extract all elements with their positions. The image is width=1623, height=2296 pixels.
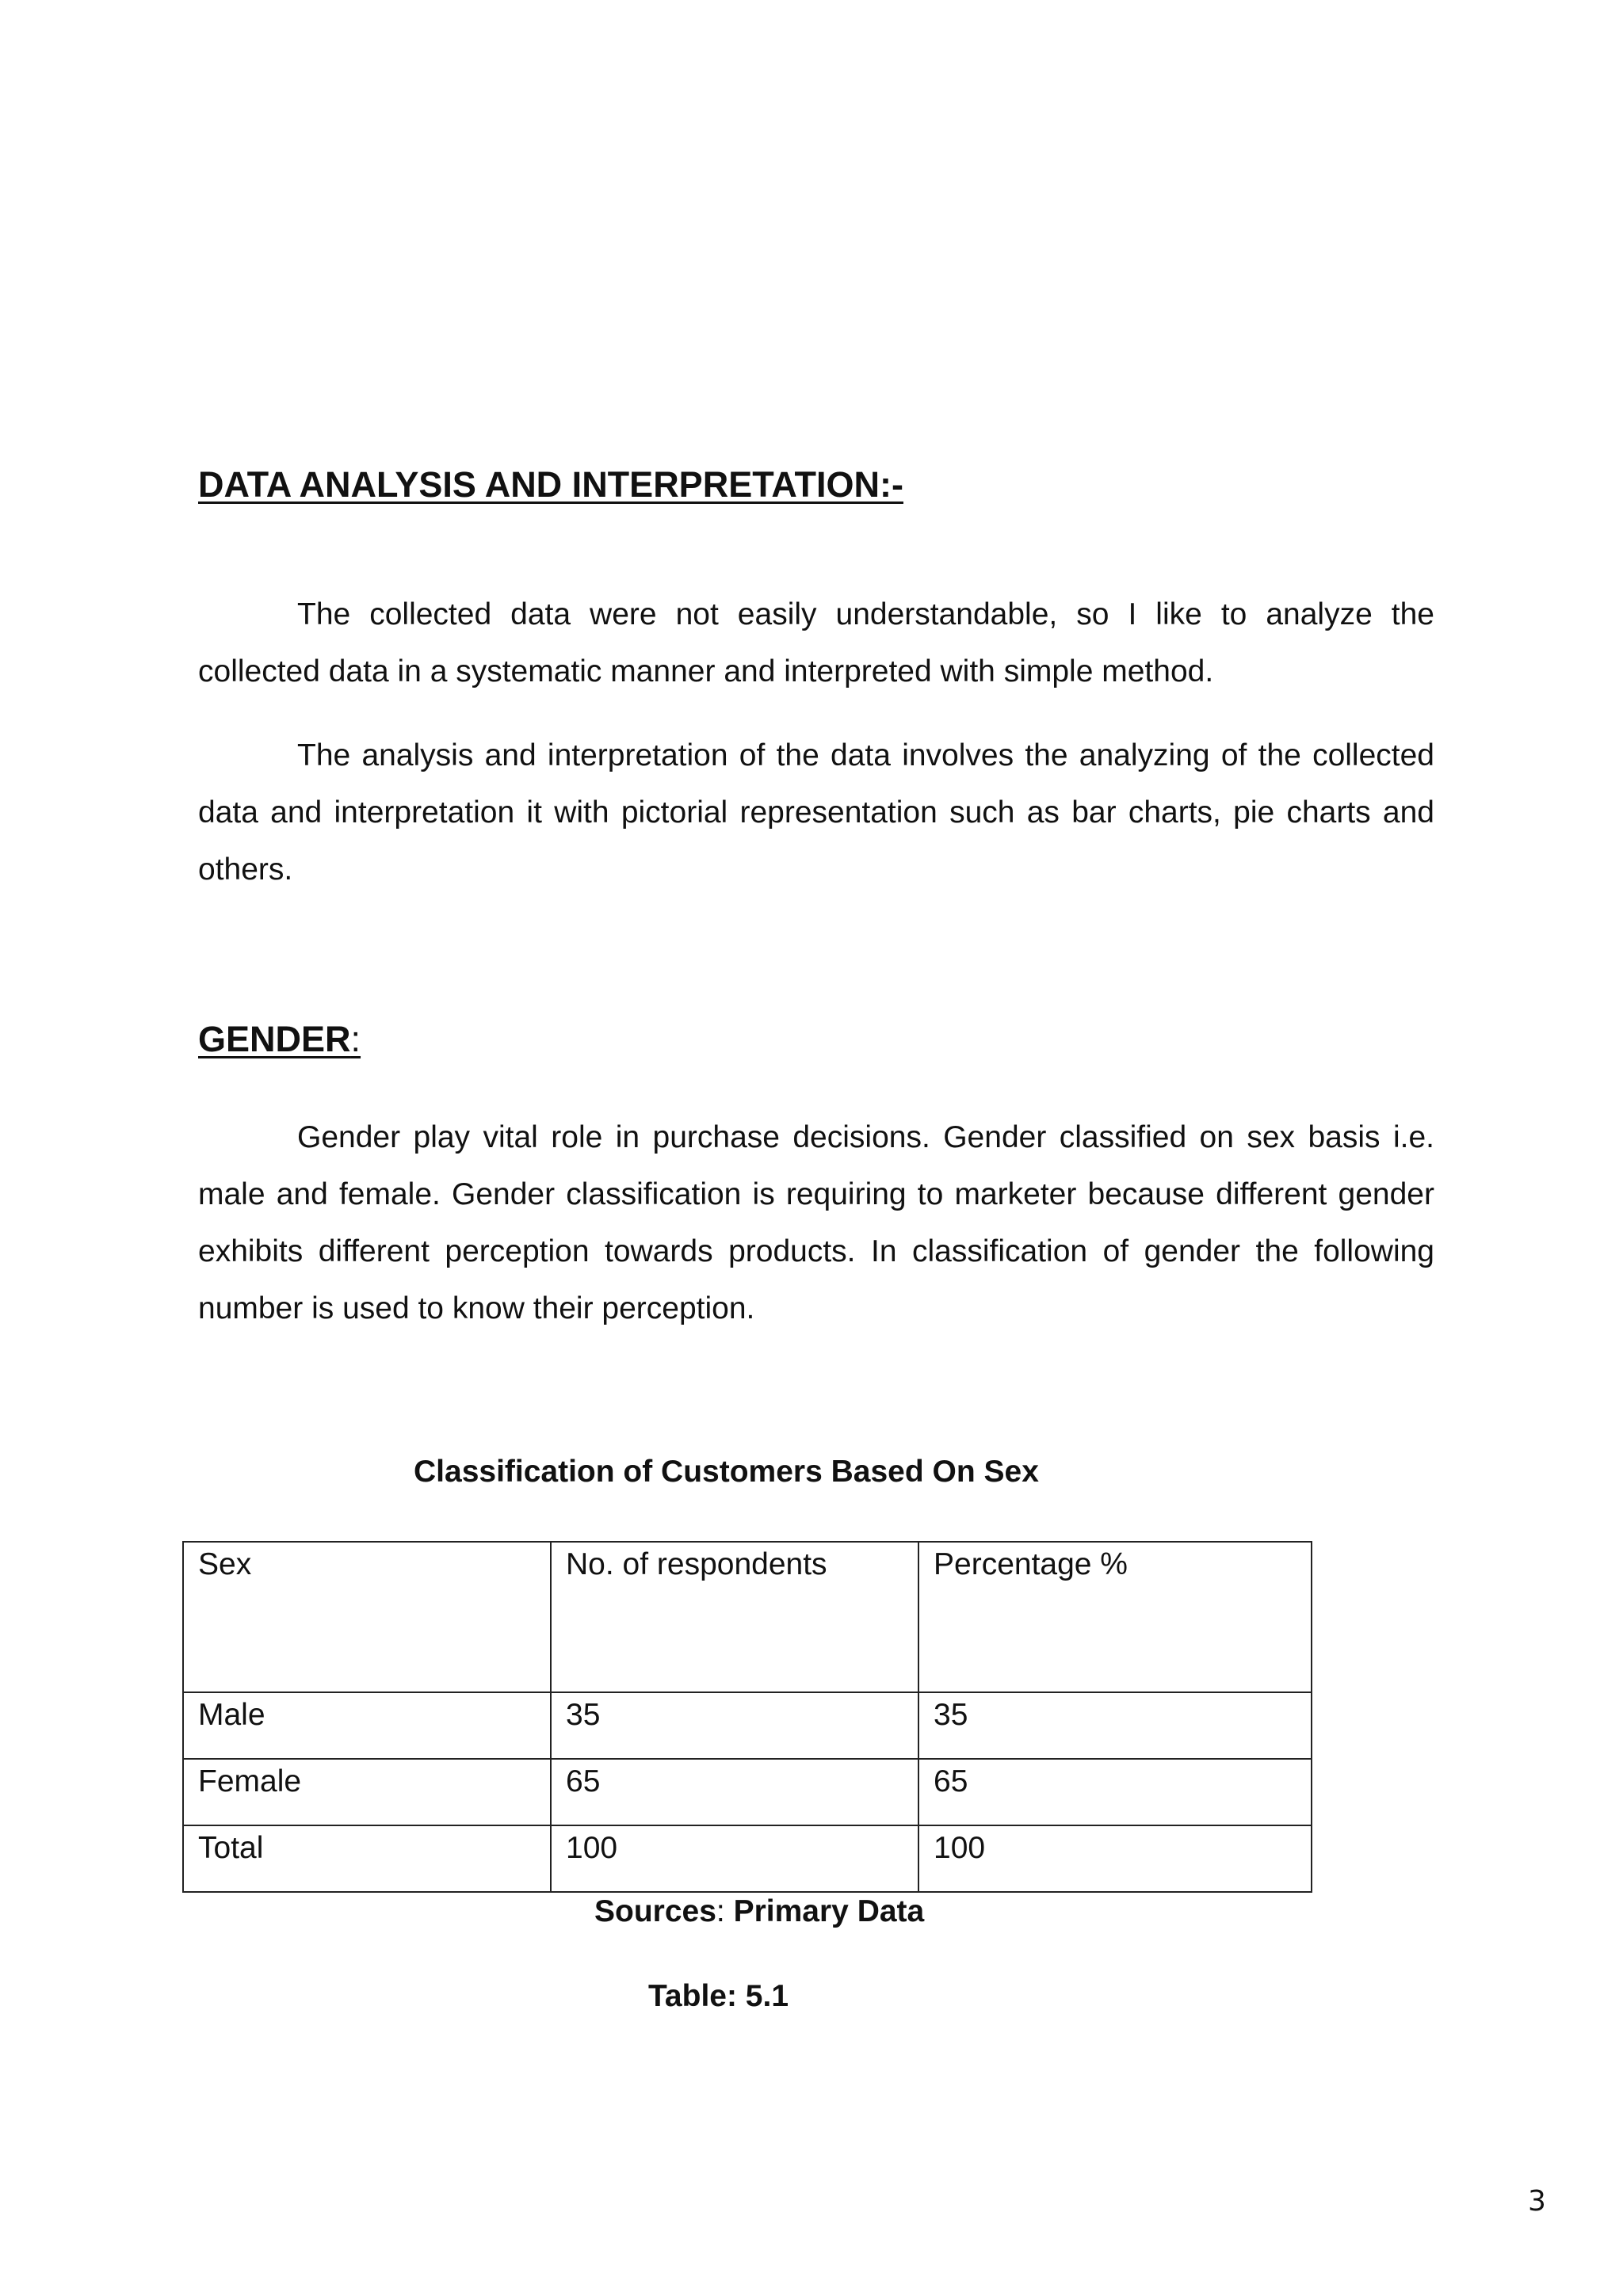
table-cell: Male (183, 1692, 551, 1759)
table-header-cell: No. of respondents (551, 1542, 918, 1692)
sex-classification-table (182, 1541, 1312, 1893)
table-row (183, 1825, 1312, 1892)
table-header-cell: Sex (183, 1542, 551, 1692)
table-source (594, 1894, 924, 1931)
source-label: Sources (594, 1894, 716, 1928)
table-cell: 65 (918, 1759, 1312, 1825)
table-cell: 35 (551, 1692, 918, 1759)
intro-paragraph-2: The analysis and interpretation of the data involves the analyzing of the collected data and interpretation it with pictorial representation such as bar charts, pie charts and others. (198, 738, 1434, 887)
section-heading-text: DATA ANALYSIS AND INTERPRETATION:- (198, 464, 903, 505)
table-cell: 65 (551, 1759, 918, 1825)
table-cell: 35 (918, 1692, 1312, 1759)
table-cell: 100 (551, 1825, 918, 1892)
table-number: Table: 5.1 (648, 1979, 789, 2013)
table-cell: 100 (918, 1825, 1312, 1892)
table-row (183, 1692, 1312, 1759)
table-cell: Total (183, 1825, 551, 1892)
gender-heading-colon: : (350, 1019, 361, 1059)
table-header-row (183, 1542, 1312, 1692)
gender-heading-text: GENDER (198, 1019, 351, 1059)
intro-paragraph-1: The collected data were not easily understandable, so I like to analyze the collected data in a systematic manner and interpreted with simple method. (198, 597, 1434, 688)
gender-paragraph: Gender play vital role in purchase decisions. Gender classified on sex basis i.e. male and female. Gender classification is requiring to marketer because different gender exhibits different perception towards products. In classification of gender the following number is used to know their perception. (198, 1120, 1434, 1325)
source-value: Primary Data (733, 1894, 925, 1928)
table-header-cell: Percentage % (918, 1542, 1312, 1692)
table-cell: Female (183, 1759, 551, 1825)
source-colon: : (716, 1894, 725, 1928)
table-caption: Classification of Customers Based On Sex (414, 1455, 1039, 1489)
section-heading-gender (198, 1018, 361, 1061)
table-row (183, 1759, 1312, 1825)
page-number: 3 (1528, 2185, 1546, 2218)
section-heading-data-analysis (198, 463, 903, 506)
